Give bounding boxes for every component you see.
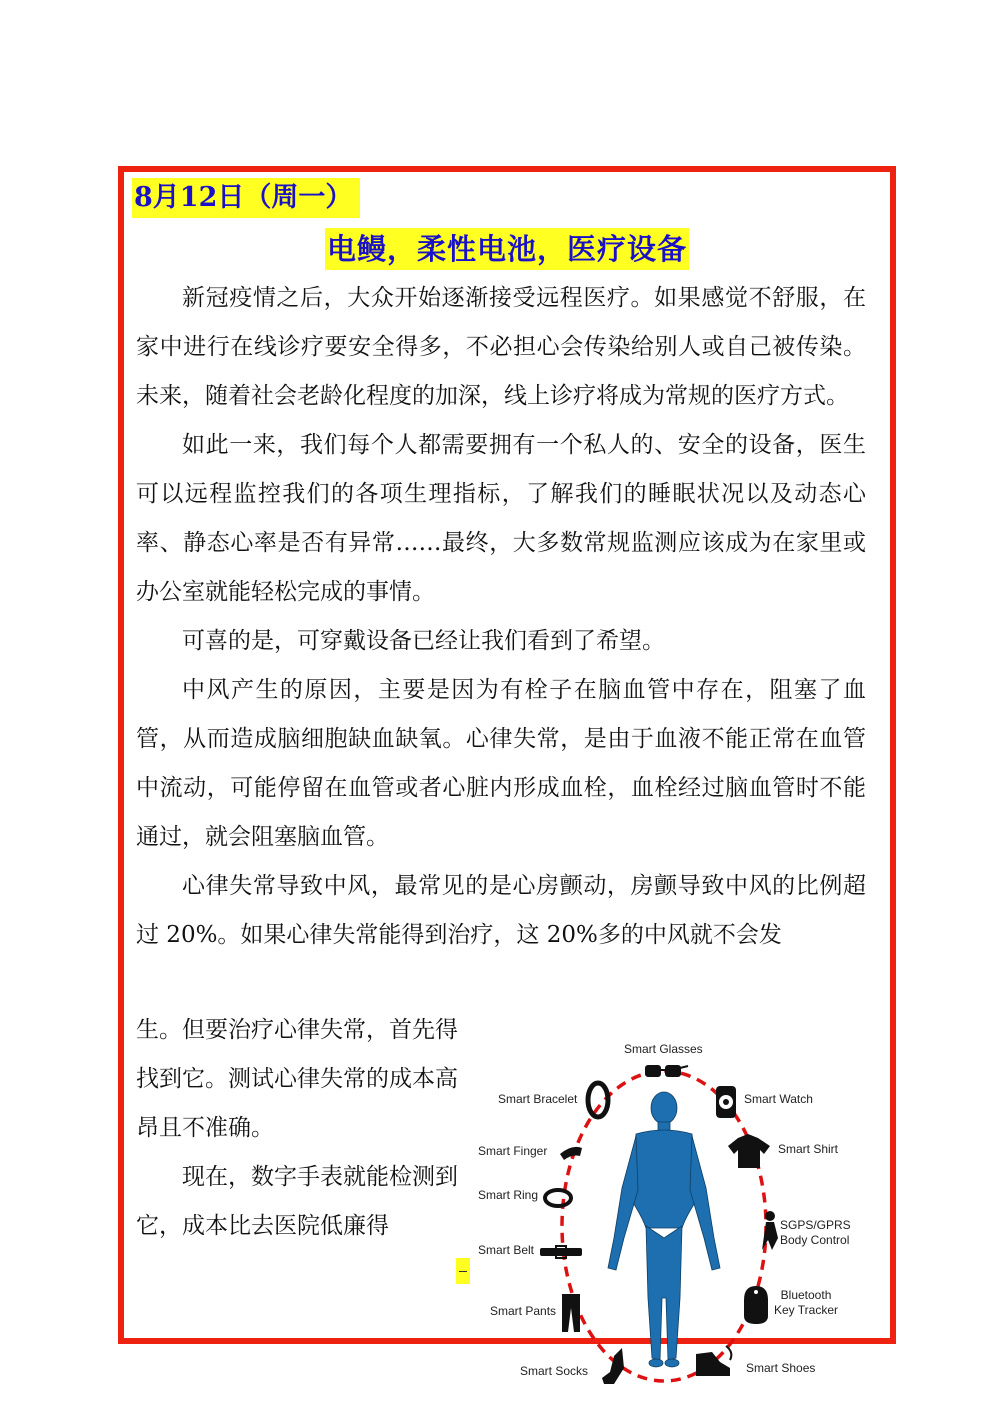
- shoes-icon: [696, 1346, 731, 1376]
- article-title: 电鳗，柔性电池，医疗设备: [325, 228, 689, 270]
- paragraph: 可喜的是，可穿戴设备已经让我们看到了希望。: [182, 628, 665, 654]
- belt-icon: [540, 1246, 582, 1258]
- human-body-icon: [608, 1092, 720, 1367]
- watch-icon: [716, 1086, 736, 1118]
- paragraph: 新冠疫情之后，大众开始逐渐接受远程医疗。如果感觉不舒服，在家中进行在线诊疗要安全得多，不必担心会传染给别人或自己被传染。未来，随着社会老龄化程度的加深，线上诊疗将成为常规的医疗方式。: [136, 285, 866, 409]
- bracelet-icon: [588, 1083, 608, 1117]
- label-gps-line1: SGPS/GPRS: [780, 1218, 851, 1232]
- paragraph: 中风产生的原因，主要是因为有栓子在脑血管中存在，阻塞了血管，从而造成脑细胞缺血缺氧。心律失常，是由于血液不能正常在血管中流动，可能停留在血管或者心脏内形成血栓，血栓经过脑血管时不能通过，就会阻塞脑血管。: [136, 677, 866, 850]
- label-smart-socks: Smart Socks: [520, 1364, 589, 1378]
- paragraph: 生。但要治疗心律失常，首先得找到它。测试心律失常的成本高昂且不准确。: [136, 1017, 458, 1141]
- pants-icon: [562, 1294, 580, 1332]
- label-smart-shoes: Smart Shoes: [746, 1361, 816, 1375]
- socks-icon: [602, 1348, 624, 1384]
- label-smart-watch: Smart Watch: [744, 1092, 813, 1106]
- label-smart-ring: Smart Ring: [478, 1188, 539, 1202]
- label-smart-glasses: Smart Glasses: [624, 1042, 703, 1056]
- label-gps-body-control: [780, 1218, 851, 1248]
- label-smart-finger: Smart Finger: [478, 1144, 548, 1158]
- label-bt-line2: Key Tracker: [774, 1303, 839, 1317]
- article-body-wrapped: [136, 1006, 458, 1251]
- label-smart-bracelet: Smart Bracelet: [498, 1092, 578, 1106]
- ring-icon: [545, 1190, 571, 1206]
- label-smart-pants: Smart Pants: [490, 1304, 557, 1318]
- date-heading: 8月12日（周一）: [132, 178, 360, 218]
- label-smart-belt: Smart Belt: [478, 1243, 535, 1257]
- paragraph: 现在，数字手表就能检测到它，成本比去医院低廉得: [136, 1164, 458, 1239]
- article-body: [136, 274, 866, 960]
- shirt-icon: [728, 1134, 770, 1168]
- wearables-diagram: [468, 1038, 868, 1398]
- key-tracker-icon: [744, 1286, 768, 1324]
- label-smart-shirt: Smart Shirt: [778, 1142, 839, 1156]
- paragraph: 如此一来，我们每个人都需要拥有一个私人的、安全的设备，医生可以远程监控我们的各项生理指标，了解我们的睡眠状况以及动态心率、静态心率是否有异常……最终，大多数常规监测应该成为在家里或办公室就能轻松完成的事情。: [136, 432, 866, 605]
- label-bt-line1: Bluetooth: [780, 1288, 832, 1302]
- label-gps-line2: Body Control: [780, 1233, 850, 1247]
- label-bluetooth-key-tracker: [774, 1288, 838, 1318]
- paragraph: 心律失常导致中风，最常见的是心房颤动，房颤导致中风的比例超过 20%。如果心律失常能得到治疗，这 20%多的中风就不会发: [136, 873, 866, 948]
